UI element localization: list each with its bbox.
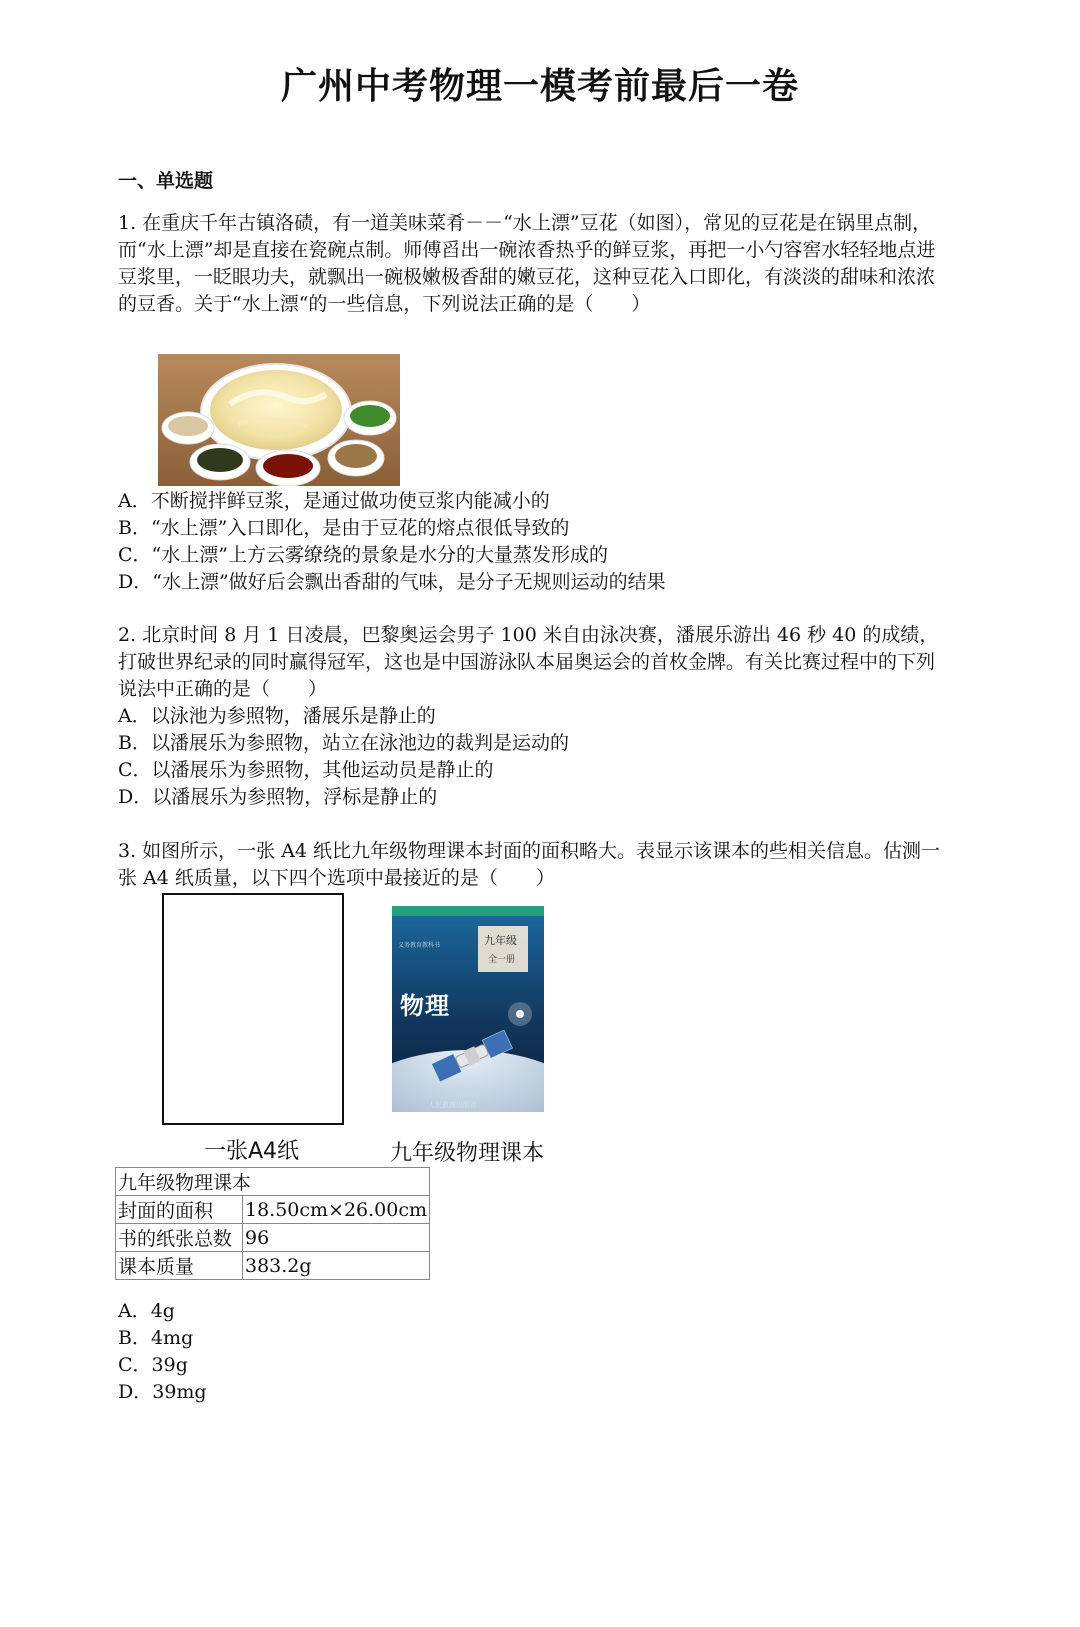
- cover-small-text: 义务教育教科书: [398, 942, 441, 949]
- question-2-option-a: A．以泳池为参照物，潘展乐是静止的: [118, 705, 436, 727]
- tofu-dish-image: [158, 354, 400, 486]
- question-1-option-b: B．“水上漂”入口即化，是由于豆花的熔点很低导致的: [118, 517, 570, 539]
- table-value-cell: 383.2g: [243, 1252, 430, 1280]
- question-1-option-c: C．“水上漂”上方云雾缭绕的景象是水分的大量蒸发形成的: [118, 544, 608, 566]
- physics-textbook-cover: [392, 906, 544, 1112]
- question-1-option-d: D．“水上漂”做好后会飘出香甜的气味，是分子无规则运动的结果: [118, 571, 666, 593]
- question-1-stem: 1. 在重庆千年古镇洛碛，有一道美味菜肴－－“水上漂”豆花（如图），常见的豆花是在锅里点制，而“水上漂”却是直接在瓷碗点制。师傅舀出一碗浓香热乎的鲜豆浆，再把一小勺容窖水轻轻地点进豆浆里，一眨眼功夫，就飘出一碗极嫩极香甜的嫩豆花，这种豆花入口即化，有淡淡的甜味和浓浓的豆香。关于“水上漂“的一些信息，下列说法正确的是（ ）: [118, 212, 936, 315]
- question-3-option-b: B．4mg: [118, 1327, 194, 1349]
- textbook-info-table: [115, 1167, 430, 1280]
- question-3-option-a: A．4g: [118, 1300, 175, 1322]
- table-key-cell: 书的纸张总数: [116, 1224, 243, 1252]
- question-2-option-d: D．以潘展乐为参照物，浮标是静止的: [118, 786, 438, 808]
- cover-subject: 物理: [400, 991, 450, 1020]
- document-title: 广州中考物理一模考前最后一卷: [280, 65, 799, 107]
- a4-paper-figure: [162, 893, 344, 1125]
- table-key-cell: 课本质量: [116, 1252, 243, 1280]
- question-3-stem: 3. 如图所示，一张 A4 纸比九年级物理课本封面的面积略大。表显示该课本的些相关信息。估测一张 A4 纸质量，以下四个选项中最接近的是（ ）: [118, 840, 941, 889]
- textbook-caption: 九年级物理课本: [390, 1141, 545, 1166]
- table-value-cell: 96: [243, 1224, 430, 1252]
- cover-volume: 全一册: [488, 955, 516, 965]
- cover-grade: 九年级: [484, 934, 517, 947]
- table-key-cell: 封面的面积: [116, 1196, 243, 1224]
- cover-publisher: 人民教育出版社: [428, 1101, 477, 1109]
- table-header-cell: 九年级物理课本: [116, 1168, 430, 1196]
- section-heading: 一、单选题: [118, 170, 214, 192]
- question-2-option-b: B．以潘展乐为参照物，站立在泳池边的裁判是运动的: [118, 732, 569, 754]
- question-2-option-c: C．以潘展乐为参照物，其他运动员是静止的: [118, 759, 494, 781]
- a4-paper-caption: 一张A4纸: [204, 1139, 300, 1164]
- table-row: [116, 1196, 430, 1224]
- question-1-option-a: A．不断搅拌鲜豆浆，是通过做功使豆浆内能减小的: [118, 490, 550, 512]
- table-row: [116, 1252, 430, 1280]
- question-2-stem: 2. 北京时间 8 月 1 日凌晨，巴黎奥运会男子 100 米自由泳决赛，潘展乐游出 46 秒 40 的成绩，打破世界纪录的同时赢得冠军，这也是中国游泳队本届奥运会的首枚金牌。有关比赛过程中的下列说法中正确的是（ ）: [118, 624, 939, 700]
- question-3-option-d: D．39mg: [118, 1381, 207, 1403]
- question-3-option-c: C．39g: [118, 1354, 188, 1376]
- table-row: [116, 1168, 430, 1196]
- table-row: [116, 1224, 430, 1252]
- table-value-cell: 18.50cm×26.00cm: [243, 1196, 430, 1224]
